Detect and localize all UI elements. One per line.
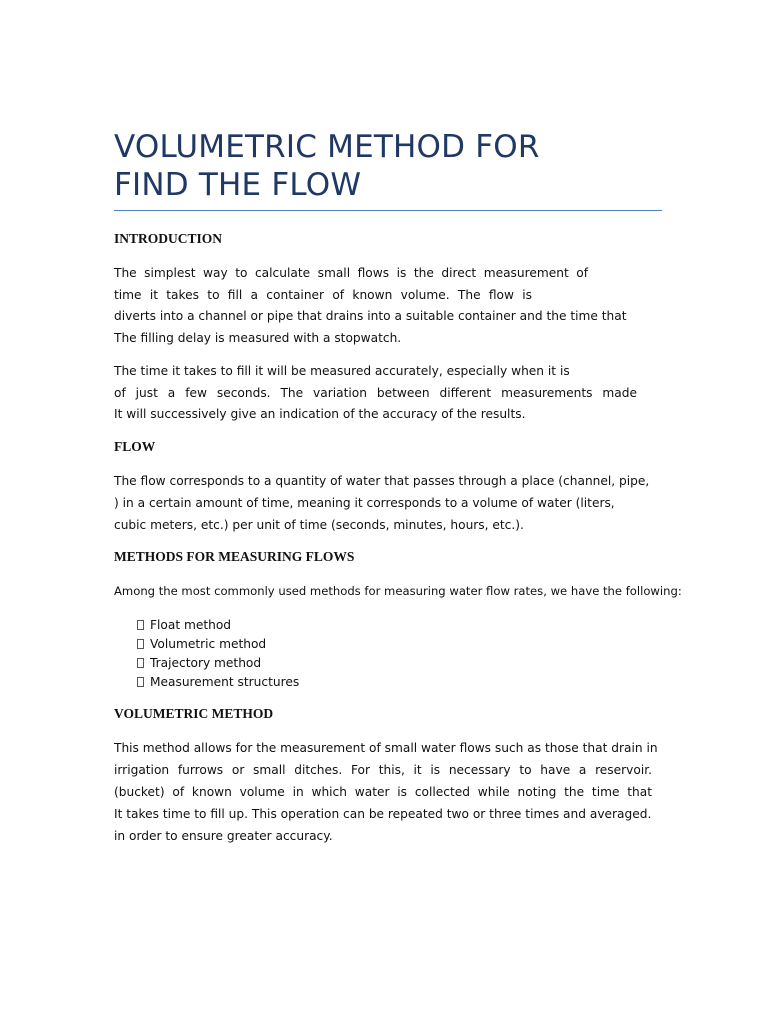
list-item: Trajectory method bbox=[137, 654, 299, 673]
intro-paragraph-2 bbox=[114, 361, 637, 426]
paragraph-line: The flow corresponds to a quantity of water that passes through a place (channel, pipe, bbox=[114, 474, 650, 488]
paragraph-line: in order to ensure greater accuracy. bbox=[114, 829, 333, 843]
list-item: Volumetric method bbox=[137, 635, 299, 654]
bullet-icon bbox=[137, 677, 144, 687]
bullet-icon bbox=[137, 639, 144, 649]
paragraph-line: (bucket) of known volume in which water is collected while noting the time that bbox=[114, 785, 652, 799]
page-title bbox=[114, 128, 674, 204]
paragraph-line: ) in a certain amount of time, meaning it corresponds to a volume of water (liters, bbox=[114, 496, 615, 510]
paragraph-line: It takes time to fill up. This operation can be repeated two or three times and averaged. bbox=[114, 807, 652, 821]
paragraph-line: The time it takes to fill it will be measured accurately, especially when it is bbox=[114, 364, 570, 378]
volumetric-paragraph bbox=[114, 737, 658, 847]
paragraph-line: diverts into a channel or pipe that drains into a suitable container and the time that bbox=[114, 309, 627, 323]
methods-intro bbox=[114, 581, 714, 601]
heading-methods: METHODS FOR MEASURING FLOWS bbox=[114, 549, 355, 564]
paragraph-line: This method allows for the measurement of small water flows such as those that drain in bbox=[114, 741, 658, 755]
heading-introduction: INTRODUCTION bbox=[114, 231, 223, 246]
paragraph-line: time it takes to fill a container of known volume. The flow is bbox=[114, 287, 532, 302]
methods-list bbox=[137, 616, 299, 692]
paragraph-line: cubic meters, etc.) per unit of time (seconds, minutes, hours, etc.). bbox=[114, 518, 524, 532]
bullet-icon bbox=[137, 658, 144, 668]
title-line-1: VOLUMETRIC METHOD FOR bbox=[114, 129, 540, 165]
title-divider bbox=[114, 210, 662, 211]
paragraph-line: irrigation furrows or small ditches. For this, it is necessary to have a reservoir. bbox=[114, 763, 652, 777]
list-item: Measurement structures bbox=[137, 673, 299, 692]
bullet-icon bbox=[137, 620, 144, 630]
flow-paragraph bbox=[114, 470, 680, 536]
heading-flow: FLOW bbox=[114, 439, 156, 454]
intro-paragraph-1 bbox=[114, 263, 627, 349]
title-line-2: FIND THE FLOW bbox=[114, 167, 362, 203]
heading-volumetric-method: VOLUMETRIC METHOD bbox=[114, 706, 274, 721]
paragraph-line: The simplest way to calculate small flows is the direct measurement of bbox=[114, 266, 588, 280]
list-item: Float method bbox=[137, 616, 299, 635]
paragraph-line: It will successively give an indication of the accuracy of the results. bbox=[114, 407, 526, 421]
paragraph-line: Among the most commonly used methods for measuring water flow rates, we have the following: bbox=[114, 584, 682, 598]
paragraph-line: of just a few seconds. The variation between different measurements made bbox=[114, 385, 637, 400]
paragraph-line: The filling delay is measured with a stopwatch. bbox=[114, 330, 402, 345]
